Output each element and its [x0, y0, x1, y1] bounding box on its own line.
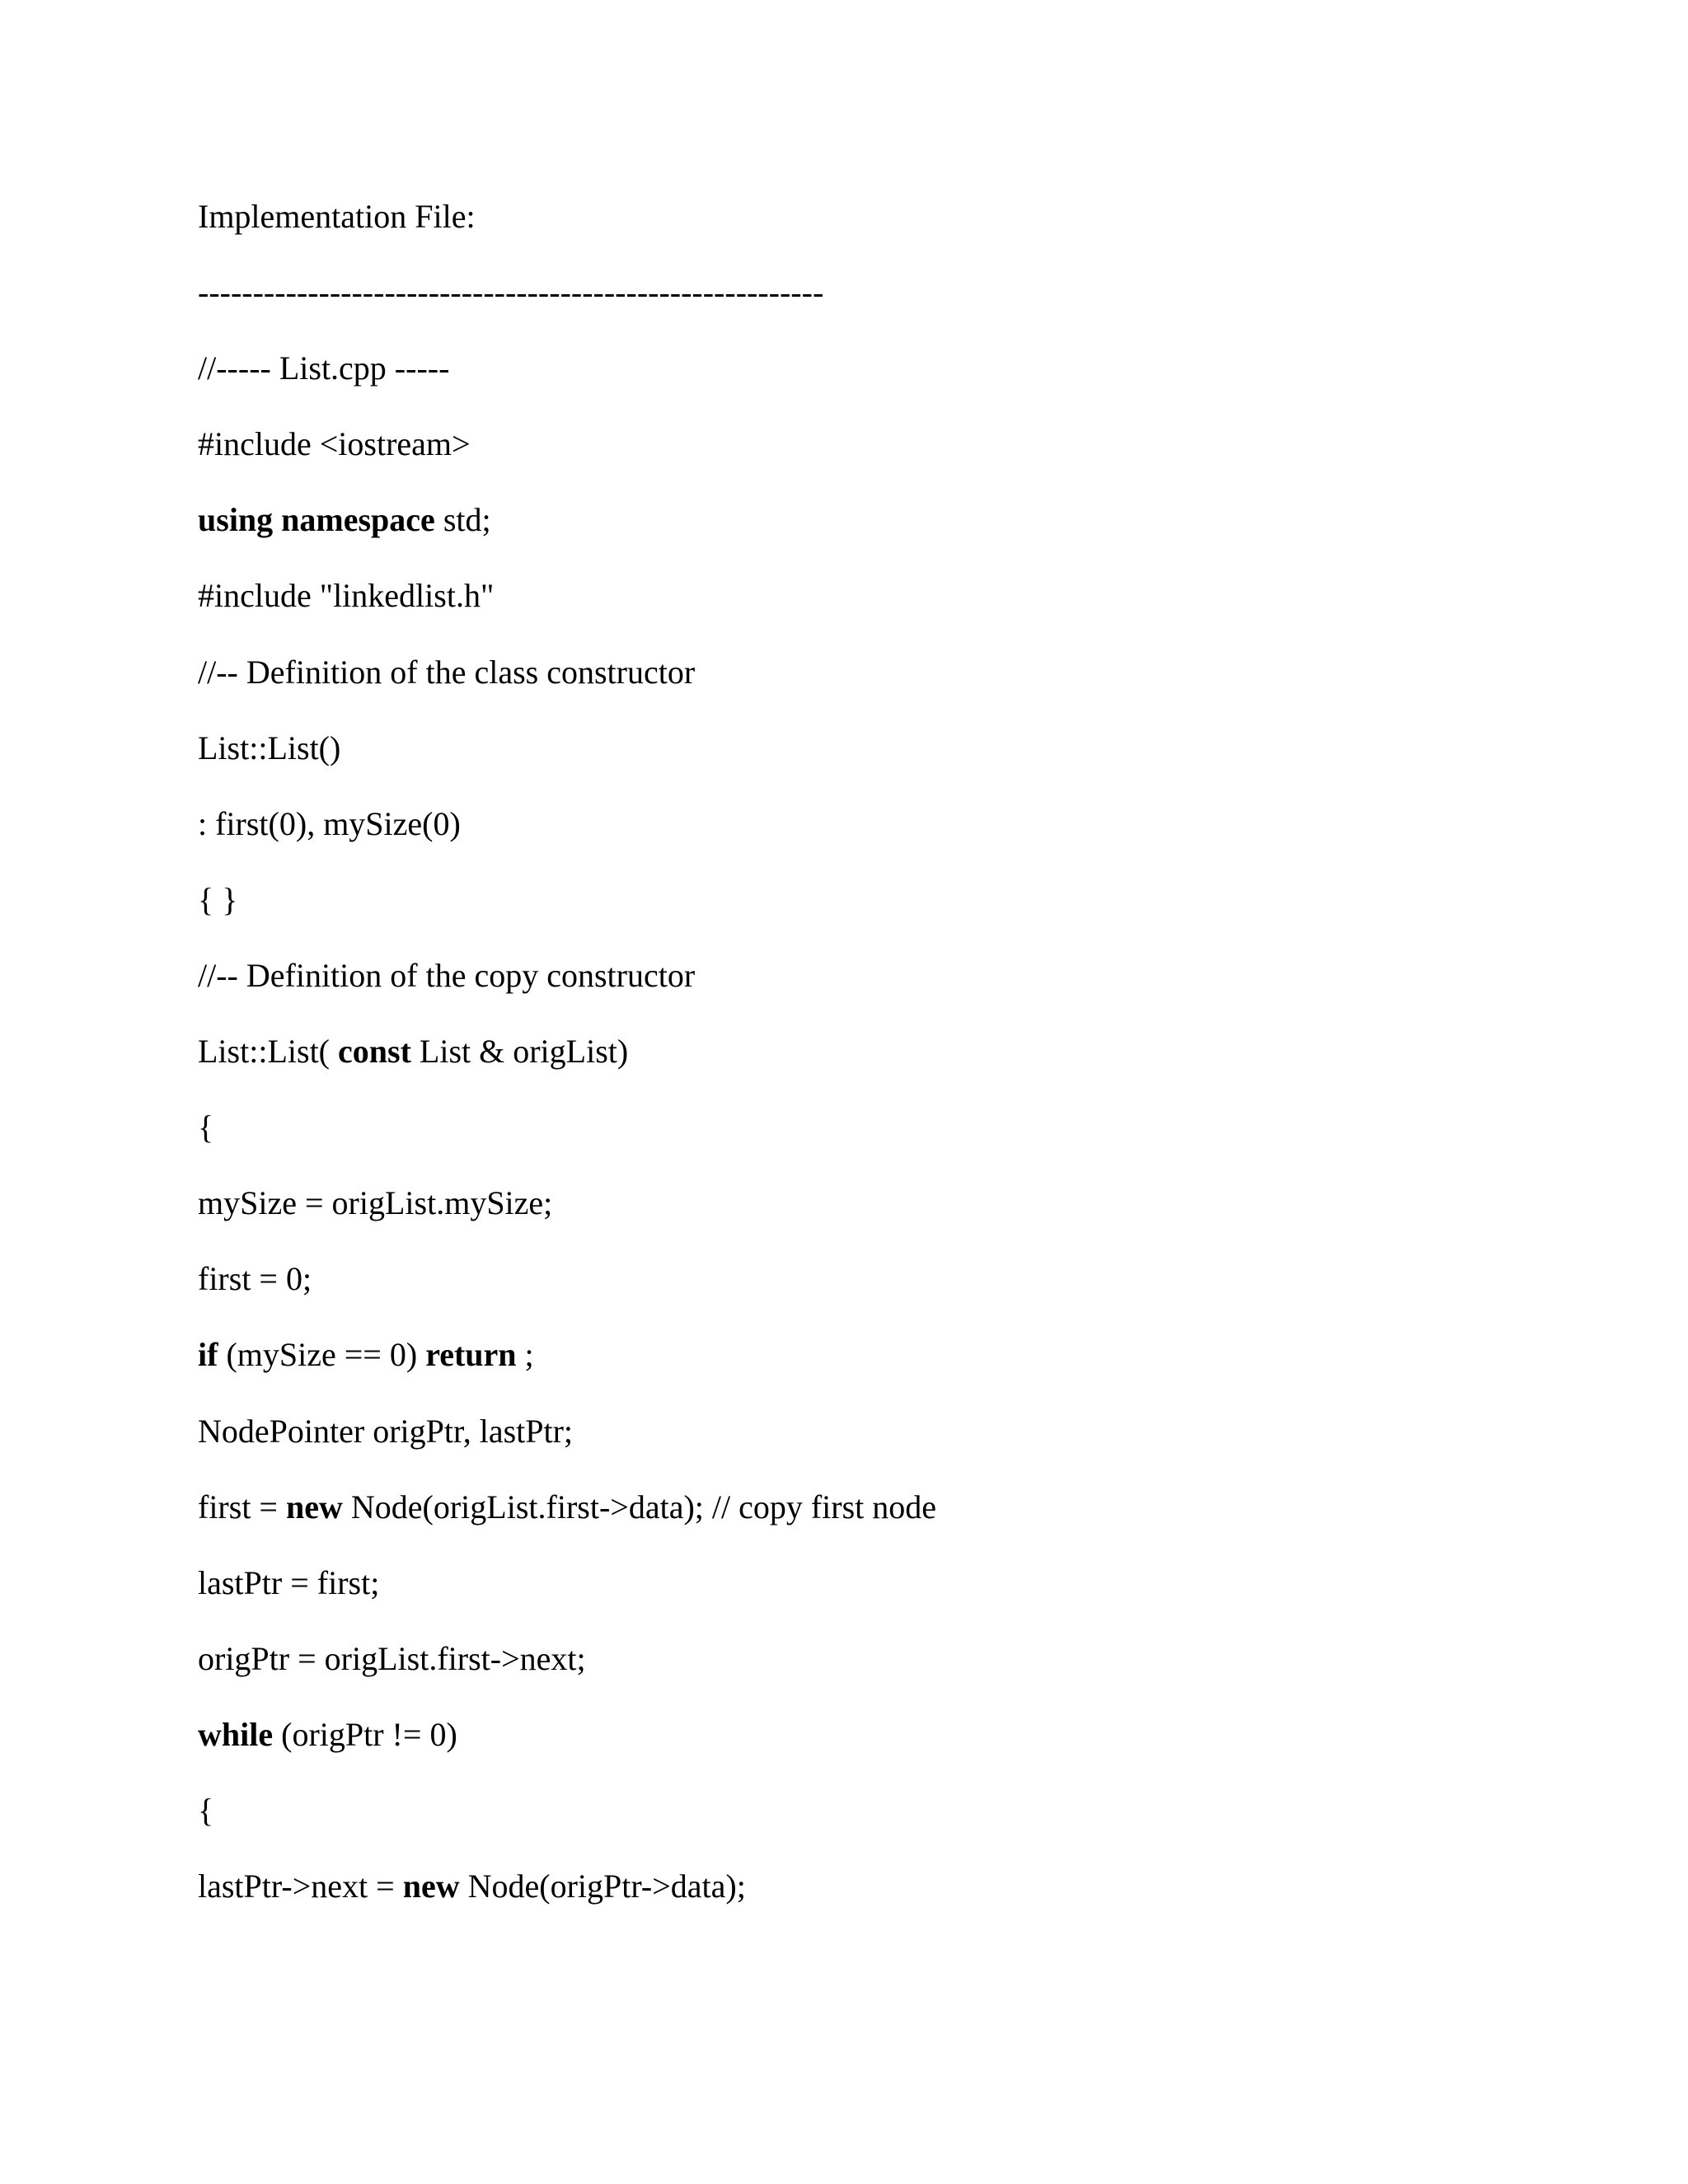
keyword-text: new — [402, 1868, 460, 1905]
code-text: { — [198, 1791, 214, 1829]
code-text: Implementation File: — [198, 198, 476, 235]
text-line — [198, 719, 1599, 795]
keyword-text: new — [286, 1488, 343, 1526]
text-line — [198, 1023, 1599, 1099]
text-line — [198, 188, 1599, 264]
code-text: mySize = origList.mySize; — [198, 1184, 553, 1222]
code-text: ; — [516, 1336, 534, 1374]
keyword-text: while — [198, 1715, 274, 1753]
code-text — [273, 501, 281, 538]
code-text: origPtr = origList.first->next; — [198, 1639, 586, 1677]
text-line — [198, 1479, 1599, 1554]
keyword-text: const — [338, 1033, 411, 1071]
code-text: first = — [198, 1488, 286, 1526]
text-line — [198, 871, 1599, 947]
code-text: //----- List.cpp ----- — [198, 349, 450, 387]
code-text: #include <iostream> — [198, 425, 471, 463]
text-line — [198, 1554, 1599, 1630]
code-text: NodePointer origPtr, lastPtr; — [198, 1412, 574, 1450]
keyword-text: return — [425, 1336, 517, 1374]
code-text: (mySize == 0) — [218, 1336, 426, 1374]
code-text: List & origList) — [410, 1033, 629, 1071]
code-text: { } — [198, 880, 238, 918]
code-text: : first(0), mySize(0) — [198, 804, 461, 842]
text-line — [198, 1174, 1599, 1250]
code-text: lastPtr->next = — [198, 1868, 403, 1905]
code-text: first = 0; — [198, 1260, 312, 1298]
text-line — [198, 1706, 1599, 1782]
text-line — [198, 947, 1599, 1023]
text-line — [198, 1099, 1599, 1174]
text-line — [198, 1858, 1599, 1933]
text-line — [198, 1403, 1599, 1479]
code-text: Node(origList.first->data); // copy first node — [342, 1488, 937, 1526]
text-line — [198, 491, 1599, 567]
text-line — [198, 1326, 1599, 1402]
code-text: (origPtr != 0) — [273, 1715, 457, 1753]
text-line — [198, 644, 1599, 719]
keyword-text: using — [198, 501, 274, 539]
keyword-text: if — [198, 1336, 218, 1374]
text-line — [198, 415, 1599, 491]
text-line — [198, 1630, 1599, 1706]
code-text: --------------------------------------------------------- — [198, 274, 824, 312]
code-listing — [198, 188, 1599, 1933]
keyword-text: namespace — [281, 501, 435, 539]
text-line — [198, 795, 1599, 871]
text-line — [198, 1250, 1599, 1326]
code-text: //-- Definition of the class constructor — [198, 653, 696, 691]
code-text: Node(origPtr->data); — [459, 1868, 746, 1905]
text-line — [198, 567, 1599, 643]
text-line — [198, 264, 1599, 340]
text-line — [198, 1782, 1599, 1858]
code-text: #include "linkedlist.h" — [198, 577, 495, 615]
code-text: List::List() — [198, 729, 341, 766]
code-text: lastPtr = first; — [198, 1563, 380, 1601]
code-text: List::List( — [198, 1033, 338, 1071]
code-text: std; — [434, 501, 491, 539]
code-text: { — [198, 1108, 214, 1146]
text-line — [198, 340, 1599, 415]
code-text: //-- Definition of the copy constructor — [198, 956, 696, 994]
